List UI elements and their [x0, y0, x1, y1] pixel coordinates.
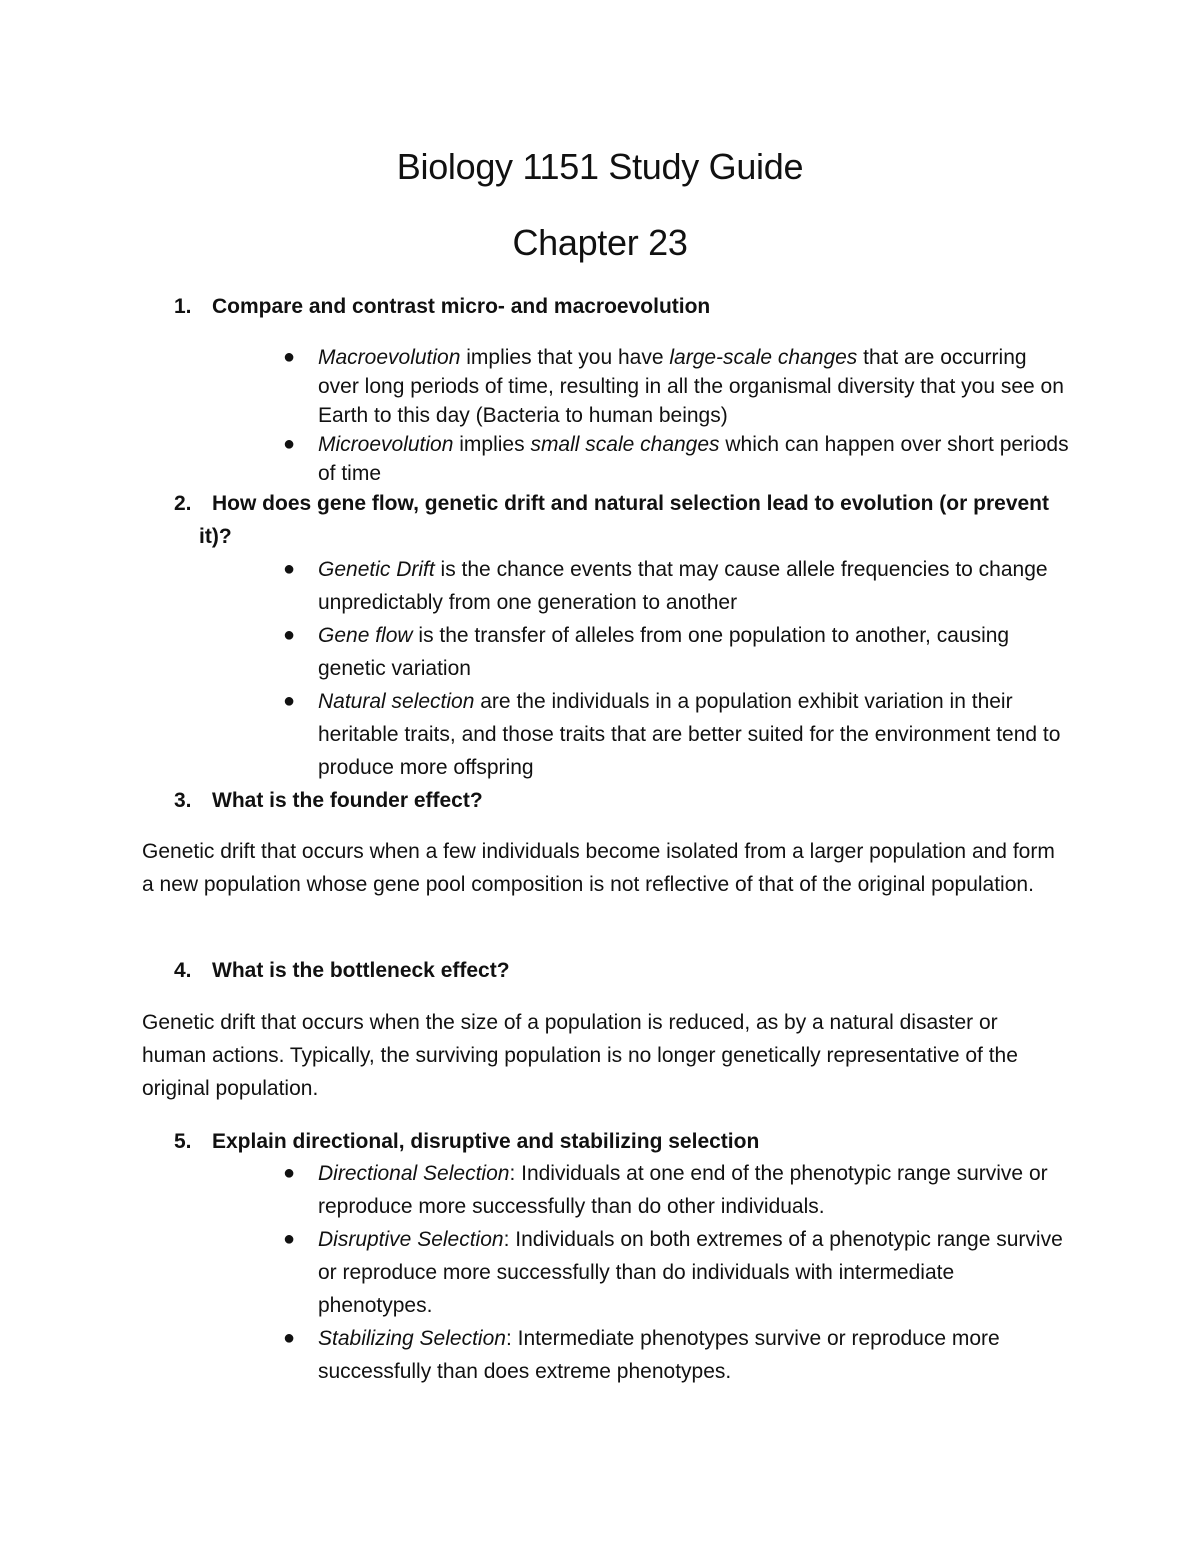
question-2-bullets: [283, 553, 1073, 784]
definition-text: is the transfer of alleles from one population to another, causing genetic variation: [318, 624, 1010, 680]
answer-3: Genetic drift that occurs when a few individuals become isolated from a larger population and form a new population whose gene pool composition is not reflective of that of the original population.: [142, 840, 1055, 896]
chapter-title: Chapter 23: [512, 222, 688, 263]
answer-4: Genetic drift that occurs when the size of a population is reduced, as by a natural disaster or human actions. Typically, the surviving population is no longer genetically representative of the original population.: [142, 1011, 1018, 1100]
emphasis: large-scale changes: [669, 346, 858, 369]
term: Gene flow: [318, 624, 413, 647]
list-item: [283, 619, 1073, 685]
bullet-icon: ●: [283, 1228, 296, 1250]
bullet-icon: ●: [283, 558, 296, 580]
term: Microevolution: [318, 433, 454, 456]
question-text: How does gene flow, genetic drift and natural selection lead to evolution (or prevent: [212, 492, 1049, 515]
list-item: [283, 430, 1073, 488]
question-1-bullets: [283, 343, 1073, 488]
definition-text: are the individuals in a population exhibit variation in their heritable traits, and those traits that are better suited for the environment tend to produce more offspring: [318, 690, 1061, 779]
term: Macroevolution: [318, 346, 461, 369]
bullet-icon: ●: [283, 1327, 296, 1349]
definition-text: that are occurring over long periods of time, resulting in all the organismal diversity that you see on Earth to this day (Bacteria to human beings): [318, 346, 1064, 427]
list-item: [283, 1322, 1073, 1388]
list-item: [283, 553, 1073, 619]
question-number: 5.: [174, 1130, 192, 1153]
term: Genetic Drift: [318, 558, 435, 581]
definition-text: implies that you have: [460, 346, 670, 369]
definition-text: : Intermediate phenotypes survive or reproduce more successfully than does extreme phenotypes.: [318, 1327, 1000, 1383]
question-number: 3.: [174, 789, 192, 812]
term: Natural selection: [318, 690, 475, 713]
question-4: [174, 954, 1074, 987]
question-2: [174, 487, 1074, 553]
question-number: 4.: [174, 959, 192, 982]
question-number: 2.: [174, 492, 192, 515]
bullet-icon: ●: [283, 1162, 296, 1184]
list-item: [283, 685, 1073, 784]
question-text: What is the bottleneck effect?: [212, 959, 510, 982]
bullet-icon: ●: [283, 690, 296, 712]
term: Directional Selection: [318, 1162, 510, 1185]
bullet-icon: ●: [283, 433, 296, 455]
question-text: Compare and contrast micro- and macroevolution: [212, 295, 711, 318]
question-5: [174, 1125, 1074, 1158]
question-number: 1.: [174, 295, 192, 318]
question-text: What is the founder effect?: [212, 789, 483, 812]
definition-text: : Individuals on both extremes of a phenotypic range survive or reproduce more successfully than do individuals with intermediate phenotypes.: [318, 1228, 1063, 1317]
question-1: [174, 290, 1074, 323]
question-text: Explain directional, disruptive and stabilizing selection: [212, 1130, 760, 1153]
question-text-continued: it)?: [199, 525, 232, 548]
list-item: [283, 1223, 1073, 1322]
definition-text: is the chance events that may cause allele frequencies to change unpredictably from one generation to another: [318, 558, 1048, 614]
bullet-icon: ●: [283, 624, 296, 646]
list-item: [283, 343, 1073, 430]
document-title: Biology 1151 Study Guide: [396, 146, 804, 187]
definition-text: which can happen over short periods of time: [318, 433, 1069, 485]
emphasis: small scale changes: [530, 433, 720, 456]
question-3: [174, 784, 1074, 817]
definition-text: implies: [453, 433, 531, 456]
term: Stabilizing Selection: [318, 1327, 506, 1350]
question-5-bullets: [283, 1157, 1073, 1388]
term: Disruptive Selection: [318, 1228, 504, 1251]
definition-text: : Individuals at one end of the phenotypic range survive or reproduce more successfully than do other individuals.: [318, 1162, 1048, 1218]
list-item: [283, 1157, 1073, 1223]
bullet-icon: ●: [283, 346, 296, 368]
